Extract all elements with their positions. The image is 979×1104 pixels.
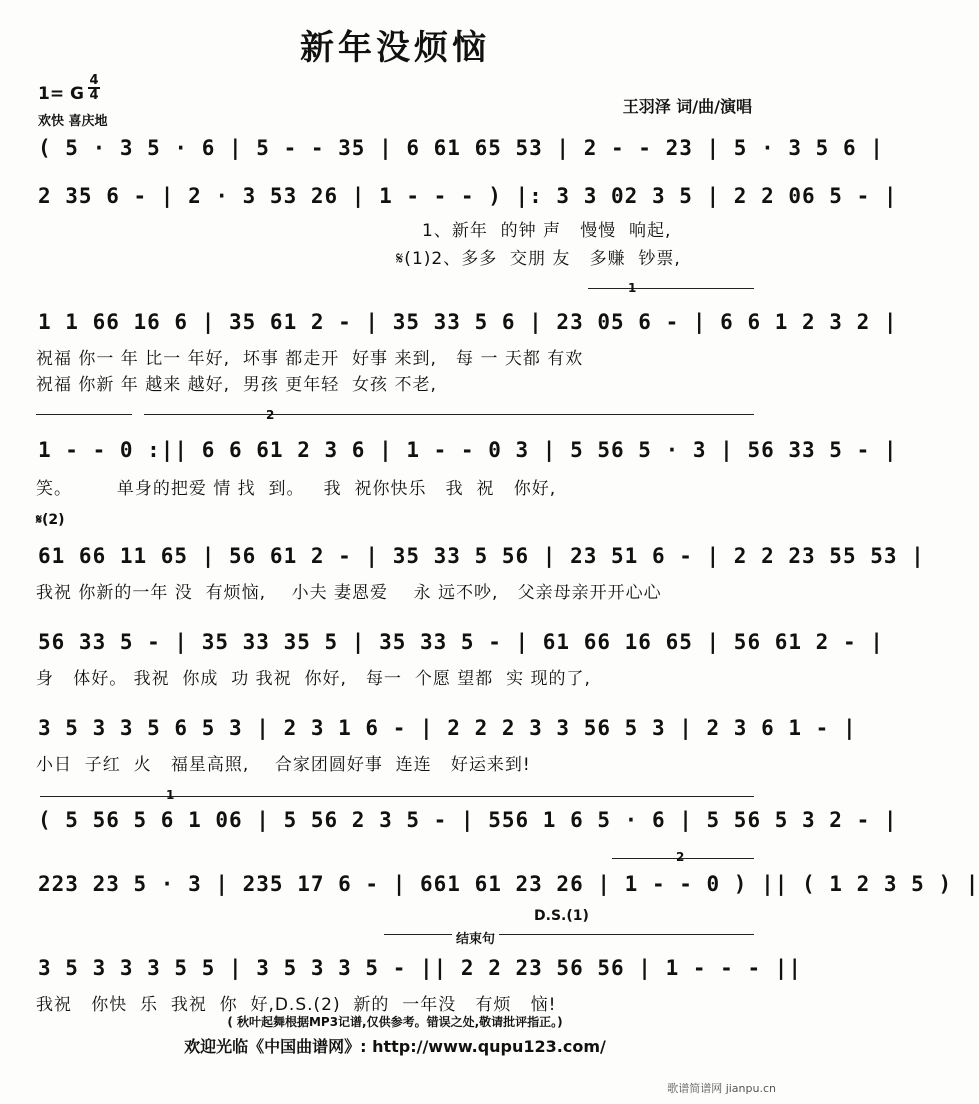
volta-label: 2 <box>266 408 275 422</box>
lyric-row-2-verse-1: 1、新年 的钟 声 慢慢 响起, <box>422 221 672 241</box>
notation-row-8: ( 5 56 5 6 1 06 | 5 56 2 3 5 - | 556 1 6 5 · 6 | 5 56 5 3 2 - | <box>38 808 898 832</box>
watermark: 歌谱简谱网 jianpu.cn <box>667 1082 776 1095</box>
dal-segno-1: D.S.(1) <box>534 908 589 924</box>
footer-note: ( 秋叶起舞根据MP3记谱,仅供参考。错误之处,敬请批评指正。) <box>227 1015 563 1029</box>
ending-bracket <box>384 934 754 935</box>
lyric-row-6: 身 体好。 我祝 你成 功 我祝 你好, 每一 个愿 望都 实 现的了, <box>36 669 591 689</box>
notation-row-6: 56 33 5 - | 35 33 35 5 | 35 33 5 - | 61 66 16 65 | 56 61 2 - | <box>38 630 884 654</box>
volta-label: 1 <box>166 788 175 802</box>
lyric-row-3-verse-1: 祝福 你一 年 比一 年好, 坏事 都走开 好事 来到, 每 一 天都 有欢 <box>36 349 584 369</box>
notation-row-3: 1 1 66 16 6 | 35 61 2 - | 35 33 5 6 | 23 05 6 - | 6 6 1 2 3 2 | <box>38 310 898 334</box>
volta-bracket-1 <box>588 288 754 289</box>
notation-row-5: 61 66 11 65 | 56 61 2 - | 35 33 5 56 | 23 51 6 - | 2 2 23 55 53 | <box>38 544 925 568</box>
footer-site: 欢迎光临《中国曲谱网》: http://www.qupu123.com/ <box>184 1037 606 1056</box>
lyric-row-3-verse-2: 祝福 你新 年 越来 越好, 男孩 更年轻 女孩 不老, <box>36 375 437 395</box>
time-sig-bottom: 4 <box>89 88 99 103</box>
lyric-row-10: 我祝 你快 乐 我祝 你 好,D.S.(2) 新的 一年没 有烦 恼! <box>36 995 557 1015</box>
notation-row-2: 2 35 6 - | 2 · 3 53 26 | 1 - - - ) |: 3 3 02 3 5 | 2 2 06 5 - | <box>38 184 898 208</box>
lyric-row-4: 笑。 单身的把爱 情 找 到。 我 祝你快乐 我 祝 你好, <box>36 479 557 499</box>
volta-bracket-2 <box>144 414 754 415</box>
credit-line: 王羽泽 词/曲/演唱 <box>622 97 752 116</box>
lyric-row-5: 我祝 你新的一年 没 有烦恼, 小夫 妻恩爱 永 远不吵, 父亲母亲开开心心 <box>36 583 662 603</box>
ending-label: 结束句 <box>452 928 499 947</box>
volta-label: 1 <box>628 281 637 295</box>
tempo-marking: 欢快 喜庆地 <box>38 114 108 129</box>
notation-row-10: 3 5 3 3 3 5 5 | 3 5 3 3 5 - || 2 2 23 56 56 | 1 - - - || <box>38 956 803 980</box>
notation-row-9: 223 23 5 · 3 | 235 17 6 - | 661 61 23 26 | 1 - - 0 ) || ( 1 2 3 5 ) | <box>38 872 979 896</box>
time-signature <box>88 74 100 102</box>
volta-bracket-1b <box>40 796 754 797</box>
volta-bracket-1-end <box>36 414 132 415</box>
lyric-row-2-verse-2: 𝄋(1)2、多多 交朋 友 多赚 钞票, <box>396 249 681 269</box>
time-sig-top: 4 <box>89 73 99 88</box>
song-title: 新年没烦恼 <box>300 28 490 68</box>
notation-row-1: ( 5 · 3 5 · 6 | 5 - - 35 | 6 61 65 53 | 2 - - 23 | 5 · 3 5 6 | <box>38 136 884 160</box>
lyric-row-7: 小日 子红 火 福星高照, 合家团圆好事 连连 好运来到! <box>36 755 531 775</box>
notation-row-7: 3 5 3 3 5 6 5 3 | 2 3 1 6 - | 2 2 2 3 3 56 5 3 | 2 3 6 1 - | <box>38 716 857 740</box>
volta-label: 2 <box>676 850 685 864</box>
segno-sign-2: 𝄋(2) <box>36 512 65 528</box>
notation-row-4: 1 - - 0 :|| 6 6 61 2 3 6 | 1 - - 0 3 | 5 56 5 · 3 | 56 33 5 - | <box>38 438 898 462</box>
key-signature: 1= G <box>38 84 84 104</box>
